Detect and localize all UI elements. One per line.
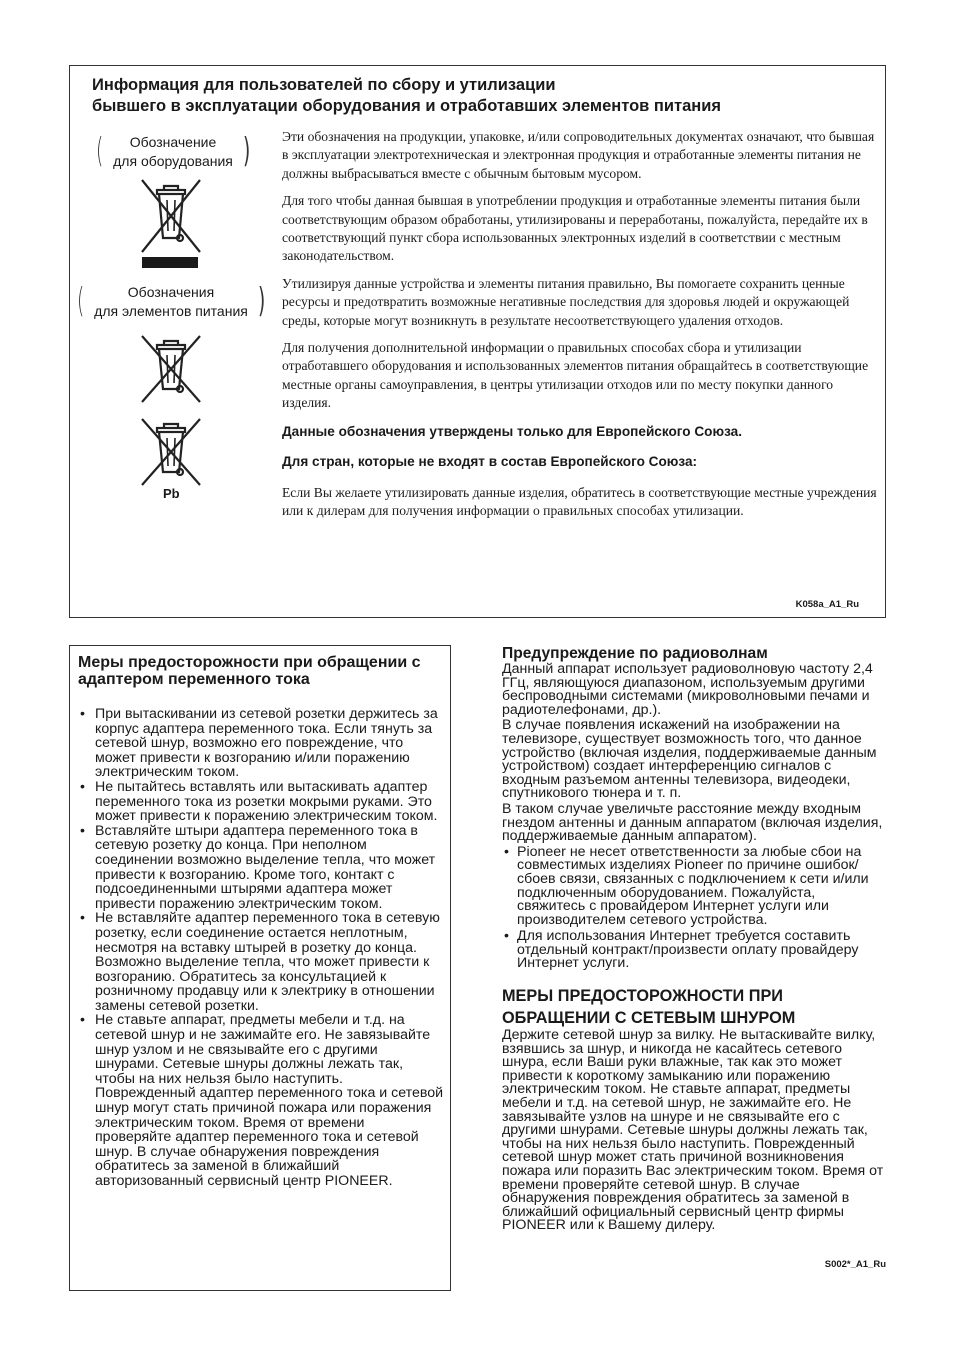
list-item: • Не пытайтесь вставлять или вытаскивать адаптер переменного тока из розетки мокрыми руками. Это может привести к поражению электрическим током. <box>78 780 444 824</box>
pb-label: Pb <box>163 486 180 501</box>
adapter-list <box>78 707 444 1189</box>
disposal-paragraph: Утилизируя данные устройства и элементы питания правильно, Вы помогаете сохранить ценные ресурсы и предотвратить возможные негативные последствия для здоровья людей и окружающей среды, которые могут возникнуть в результате несоответствующего удаления отходов. <box>282 275 850 328</box>
crossed-bin-pb-icon <box>138 416 204 488</box>
radio-paragraph: В случае появления искажений на изображении на телевизоре, существует возможность того, что данное устройство (включая изделия, поддерживаемые данным устройством) создает интерференцию сигналов с входным разъемом антенны телевизора, видеодеки, спутникового тюнера и т. п. <box>502 717 877 802</box>
equipment-label-line1: Обозначение <box>129 134 217 150</box>
right-column <box>502 645 886 1233</box>
disposal-paragraph: Для того чтобы данная бывшая в употреблении продукция и отработанные элементы питания были соответствующим образом обработаны, утилизированы и переработаны, пожалуйста, передайте их в соответствующий пункт сбора использованных электронных изделий в соответствии с местным законодательством. <box>282 193 868 264</box>
disposal-paragraph: Эти обозначения на продукции, упаковке, и/или сопроводительных документах означают, что бывшая в эксплуатации электротехническая и электронная продукция и отработанные элементы питания не должны выбрасываться вместе с обычным бытовым мусором. <box>282 129 875 181</box>
document-code: K058a_A1_Ru <box>795 599 859 610</box>
disposal-title-line2: бывшего в эксплуатации оборудования и отработавших элементов питания <box>92 97 722 115</box>
crossed-bin-battery-icon <box>138 333 204 405</box>
list-item: • Не ставьте аппарат, предметы мебели и т.д. на сетевой шнур и не зажимайте его. Не завязывайте шнур узлом и не связывайте его с другими шнурами. Сетевые шнуры должны лежать так, чтобы на них нельзя было наступить. Поврежденный адаптер переменного тока и сетевой шнур могут стать причиной пожара или поражения электрическим током. Время от времени проверяйте адаптер переменного тока и сетевой шнур. В случае обнаружения повреждения обратитесь за заменой в ближайший авторизованный сервисный центр PIONEER. <box>78 1013 444 1188</box>
cord-heading-line2: ОБРАЩЕНИИ С СЕТЕВЫМ ШНУРОМ <box>502 1009 796 1028</box>
disposal-paragraph: Для получения дополнительной информации о правильных способах сбора и утилизации отработавшего оборудования и использованных элементов питания обращайтесь в соответствующие местные органы самоуправления, в центры утилизации отходов или по месту покупки данного изделия. <box>282 340 869 411</box>
non-eu-heading: Для стран, которые не входят в состав Европейского Союза: <box>282 454 698 470</box>
battery-symbol-label: ( Обозначения для элементов питания ) <box>76 281 266 321</box>
eu-note: Данные обозначения утверждены только для Европейского Союза. <box>282 423 742 439</box>
battery-label-line1: Обозначения <box>127 284 215 300</box>
equipment-label-line2: для оборудования <box>113 153 233 169</box>
disposal-title <box>92 75 872 117</box>
radio-heading: Предупреждение по радиоволнам <box>502 645 768 662</box>
battery-label-line2: для элементов питания <box>94 303 248 319</box>
list-item: • Не вставляйте адаптер переменного тока в сетевую розетку, если соединение остается неплотным, несмотря на вставку штырей в розетку до конца. Возможно выделение тепла, что может привести к возгоранию. Обратитесь за консультацией к розничному продавцу или к электрику в отношении замены сетевой розетки. <box>78 911 444 1013</box>
disposal-info-box <box>69 65 886 618</box>
list-item: • Вставляйте штыри адаптера переменного тока в сетевую розетку до конца. При неполном соединении возможно выделение тепла, что может привести к возгоранию. Кроме того, контакт с подсоединенными штырями адаптера может привести поражению электрическим током. <box>78 824 444 912</box>
adapter-heading: Меры предосторожности при обращении с адаптером переменного тока <box>78 654 421 688</box>
list-item: • Pioneer не несет ответственности за любые сбои на совместимых изделиях Pioneer по причине ошибок/сбоев связи, связанных с подключением к сети и/или подключенным оборудованием. Пожалуйста, свяжитесь с провайдером Интернет услуги или производителем сетевого устройства. <box>502 846 886 928</box>
crossed-bin-icon <box>138 176 204 256</box>
equipment-symbol-label: ( Обозначение для оборудования ) <box>95 131 251 171</box>
list-item: • Для использования Интернет требуется составить отдельный контракт/произвести оплату провайдеру Интернет услуги. <box>502 930 886 971</box>
radio-paragraph: В таком случае увеличьте расстояние между входным гнездом антенны и данным аппаратом (включая изделия, поддерживаемые данным аппаратом). <box>502 800 883 845</box>
list-item: • При вытаскивании из сетевой розетки держитесь за корпус адаптера переменного тока. Если тянуть за сетевой шнур, возможно его повреждение, что может привести к возгоранию и/или поражению электрическим током. <box>78 707 444 780</box>
document-code-bottom: S002*_A1_Ru <box>824 1259 886 1270</box>
disposal-title-line1: Информация для пользователей по сбору и утилизации <box>92 76 556 94</box>
radio-paragraph: Данный аппарат использует радиоволновую частоту 2,4 ГГц, являющуюся диапазоном, используемым другими беспроводными системами (микроволновыми печами и радиотелефонами, др.). <box>502 661 873 718</box>
cord-heading-line1: МЕРЫ ПРЕДОСТОРОЖНОСТИ ПРИ <box>502 987 784 1006</box>
non-eu-text: Если Вы желаете утилизировать данные изделия, обратитесь в соответствующие местные учреждения или к дилерам для получения информации о правильных способах утилизации. <box>282 484 877 518</box>
radio-list <box>502 843 886 972</box>
cord-heading <box>502 985 886 1029</box>
cord-text: Держите сетевой шнур за вилку. Не вытаскивайте вилку, взявшись за шнур, и никогда не касайтесь сетевого шнура, если Ваши руки влажные, так как это может привести к короткому замыканию или поражению электрическим током. Не ставьте аппарат, предметы мебели и т.д. на сетевой шнур, не зажимайте его. Не завязывайте узлов на шнуре и не связывайте его с другими шнурами. Сетевые шнуры должны лежать так, чтобы на них нельзя было наступить. Поврежденный сетевой шнур может стать причиной возникновения пожара или поразить Вас электрическим током. Время от времени проверяйте сетевой шнур. В случае обнаружения повреждения обратитесь за заменой в ближайший официальный сервисный центр фирмы PIONEER или к Вашему дилеру. <box>502 1027 884 1234</box>
adapter-precautions-box <box>69 645 451 1291</box>
date-bar-mark <box>142 257 198 268</box>
disposal-text <box>282 128 877 529</box>
